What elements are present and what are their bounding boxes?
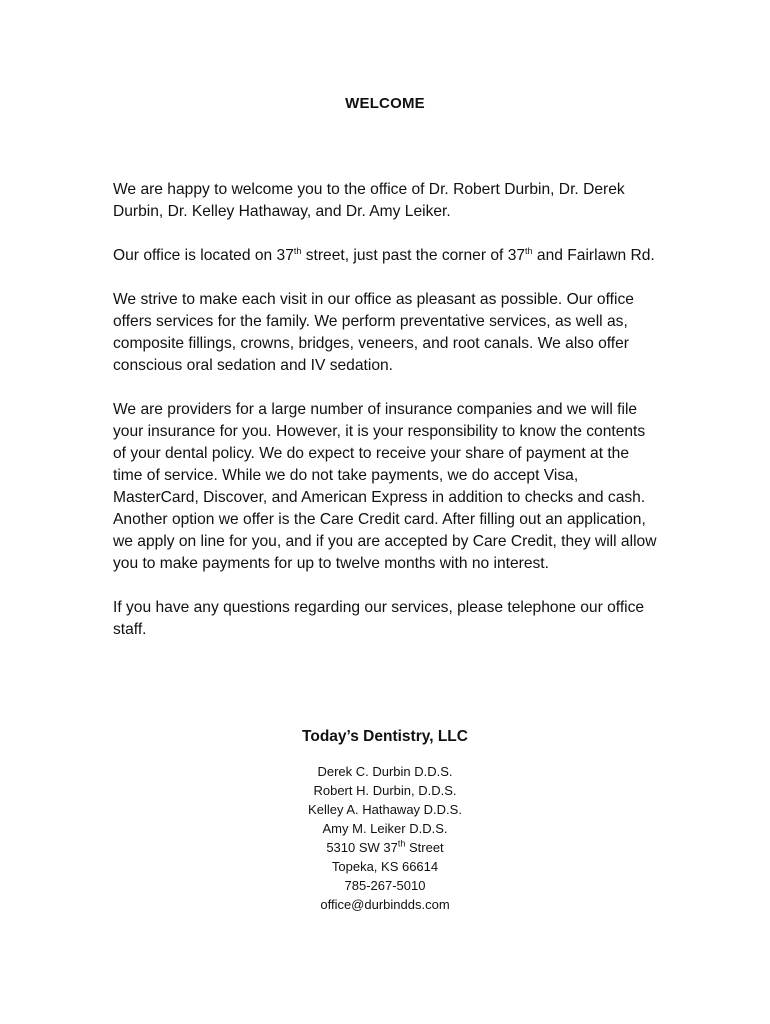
street-address-sup: th xyxy=(397,838,406,849)
doctor-derek: Derek C. Durbin D.D.S. xyxy=(317,764,453,779)
location-sup-1: th xyxy=(293,245,302,256)
letter-body xyxy=(113,179,661,663)
city-state-zip: Topeka, KS 66614 xyxy=(331,859,439,874)
signature-block xyxy=(0,728,770,914)
doctor-robert: Robert H. Durbin, D.D.S. xyxy=(313,783,457,798)
location-text-b: street, just past the corner of 37 xyxy=(301,247,526,264)
paragraph-questions: If you have any questions regarding our services, please telephone our office staff. xyxy=(113,599,645,638)
doctor-amy: Amy M. Leiker D.D.S. xyxy=(322,821,448,836)
location-sup-2: th xyxy=(525,245,533,256)
email-address: office@durbindds.com xyxy=(320,897,450,912)
street-address xyxy=(0,838,770,857)
company-name: Today’s Dentistry, LLC xyxy=(302,728,468,745)
paragraph-services: We strive to make each visit in our office as pleasant as possible. Our office offers services for the family. We perform preventative services, as well as, composite fillings, crowns, bridges, veneers, and root canals. We also offer conscious oral sedation and IV sedation. xyxy=(113,291,634,374)
location-text-a: Our office is located on 37 xyxy=(113,247,294,264)
phone-number: 785-267-5010 xyxy=(344,878,426,893)
location-text-c: and Fairlawn Rd. xyxy=(532,247,655,264)
street-address-b: Street xyxy=(405,840,444,855)
paragraph-location xyxy=(113,245,661,267)
paragraph-insurance: We are providers for a large number of insurance companies and we will file your insurance for you. However, it is your responsibility to know the contents of your dental policy. We do expect to receive your share of payment at the time of service. While we do not take payments, we do accept Visa, MasterCard, Discover, and American Express in addition to checks and cash. Another option we offer is the Care Credit card. After filling out an application, we apply on line for you, and if you are accepted by Care Credit, they will allow you to make payments for up to twelve months with no interest. xyxy=(113,401,657,572)
street-address-a: 5310 SW 37 xyxy=(326,840,398,855)
paragraph-welcome: We are happy to welcome you to the office of Dr. Robert Durbin, Dr. Derek Durbin, Dr. Kelley Hathaway, and Dr. Amy Leiker. xyxy=(113,181,625,220)
page-title: WELCOME xyxy=(345,95,425,112)
doctor-kelley: Kelley A. Hathaway D.D.S. xyxy=(308,802,462,817)
